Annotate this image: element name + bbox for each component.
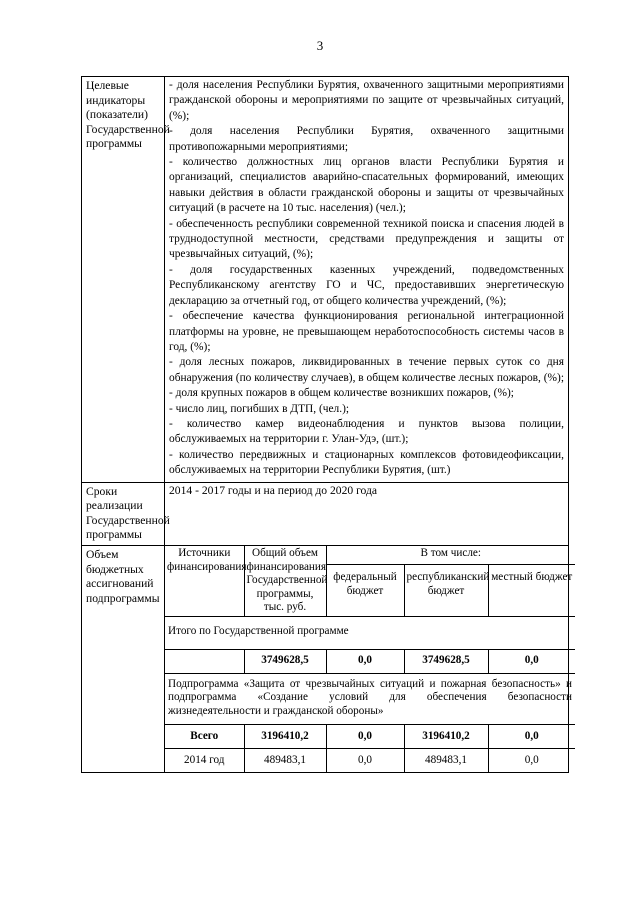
indicator-item: - доля лесных пожаров, ликвидированных в течение первых суток со дня обнаружения (по количеству случаев), в общем количестве лесных пожаров, (%); — [169, 356, 564, 384]
total-program-label: Итого по Государственной программе — [165, 616, 575, 649]
cell-local: 0,0 — [488, 725, 575, 749]
indicator-item: - число лиц, погибших в ДТП, (чел.); — [169, 402, 350, 415]
indicator-item: - доля государственных казенных учреждений, подведомственных Республиканскому агентству ГО и ЧС, предоставивших энергетическую декларацию за отчетный год, от общего количества учреждений, (%); — [169, 263, 564, 307]
passport-table — [81, 76, 573, 773]
funding-content — [165, 545, 573, 772]
cell-federal: 0,0 — [326, 649, 404, 673]
header-total: Общий объем финансирования Государственной программы, тыс. руб. — [244, 546, 326, 616]
header-federal: федеральный бюджет — [326, 564, 404, 616]
page-number: 3 — [316, 38, 324, 53]
cell-total: 489483,1 — [244, 749, 326, 773]
indicators-content — [165, 77, 569, 483]
indicator-item: - количество передвижных и стационарных комплексов фотовидеофиксации, обслуживаемых на территории Республики Бурятия, (шт.) — [169, 448, 564, 477]
period-text: 2014 - 2017 годы и на период до 2020 года — [165, 482, 569, 545]
cell-source: 2014 год — [165, 749, 244, 773]
subprogram-row-total — [165, 725, 575, 749]
cell-republican: 489483,1 — [404, 749, 488, 773]
cell-source: Всего — [165, 725, 244, 749]
cell-local: 0,0 — [488, 649, 575, 673]
funding-header-row — [165, 546, 575, 565]
indicator-item: - доля населения Республики Бурятия, охваченного защитными мероприятиями гражданской обороны и мероприятиями по защите от чрезвычайных ситуаций, (%); — [169, 79, 564, 122]
cell-republican: 3196410,2 — [404, 725, 488, 749]
indicators-label: Целевые индикаторы (показатели) Государственной программы — [82, 77, 165, 483]
period-label: Сроки реализации Государственной программы — [82, 482, 165, 545]
indicator-item: - обеспеченность республики современной техникой поиска и спасения людей в труднодоступной местности, средствами предупреждения и защиты от чрезвычайных ситуаций, (%); — [169, 217, 564, 261]
funding-table — [165, 546, 575, 772]
indicators-row — [82, 77, 569, 483]
header-including: В том числе: — [326, 546, 575, 565]
indicator-item: - доля крупных пожаров в общем количестве возникших пожаров, (%); — [169, 387, 514, 400]
cell-total: 3749628,5 — [244, 649, 326, 673]
cell-republican: 3749628,5 — [404, 649, 488, 673]
indicator-item: - количество должностных лиц органов власти Республики Бурятия и организаций, специалистов аварийно-спасательных формирований, имеющих навыки действия в области гражданской обороны и защиты от чрезвычайных ситуаций (в расчете на 10 тыс. населения) (чел.); — [169, 156, 564, 215]
header-local: местный бюджет — [488, 564, 575, 616]
cell-federal: 0,0 — [326, 749, 404, 773]
indicator-item: - доля населения Республики Бурятия, охваченного защитными противопожарными мероприятиями; — [169, 125, 564, 153]
indicator-item: - количество камер видеонаблюдения и пунктов вызова полиции, обслуживаемых на территории г. Улан-Удэ, (шт.); — [169, 417, 564, 446]
header-sources: Источники финансирования — [165, 546, 244, 616]
period-row — [82, 482, 569, 545]
total-program-label-row — [165, 616, 575, 649]
subprogram-row-2014 — [165, 749, 575, 773]
funding-row — [82, 545, 569, 772]
cell-local: 0,0 — [488, 749, 575, 773]
funding-label: Объем бюджетных ассигнований подпрограммы — [82, 545, 165, 772]
subprogram-label-row — [165, 673, 575, 725]
cell-source — [165, 649, 244, 673]
subprogram-label: Подпрограмма «Защита от чрезвычайных ситуаций и пожарная безопасность» и подпрограмма «Создание условий для обеспечения безопасности жизнедеятельности и гражданской обороны» — [165, 673, 575, 725]
total-program-values-row — [165, 649, 575, 673]
cell-total: 3196410,2 — [244, 725, 326, 749]
indicator-item: - обеспечение качества функционирования региональной интеграционной платформы на уровне, не превышающем неработоспособность системы часов в год, (%); — [169, 310, 564, 353]
cell-federal: 0,0 — [326, 725, 404, 749]
header-republican: республиканский бюджет — [404, 564, 488, 616]
